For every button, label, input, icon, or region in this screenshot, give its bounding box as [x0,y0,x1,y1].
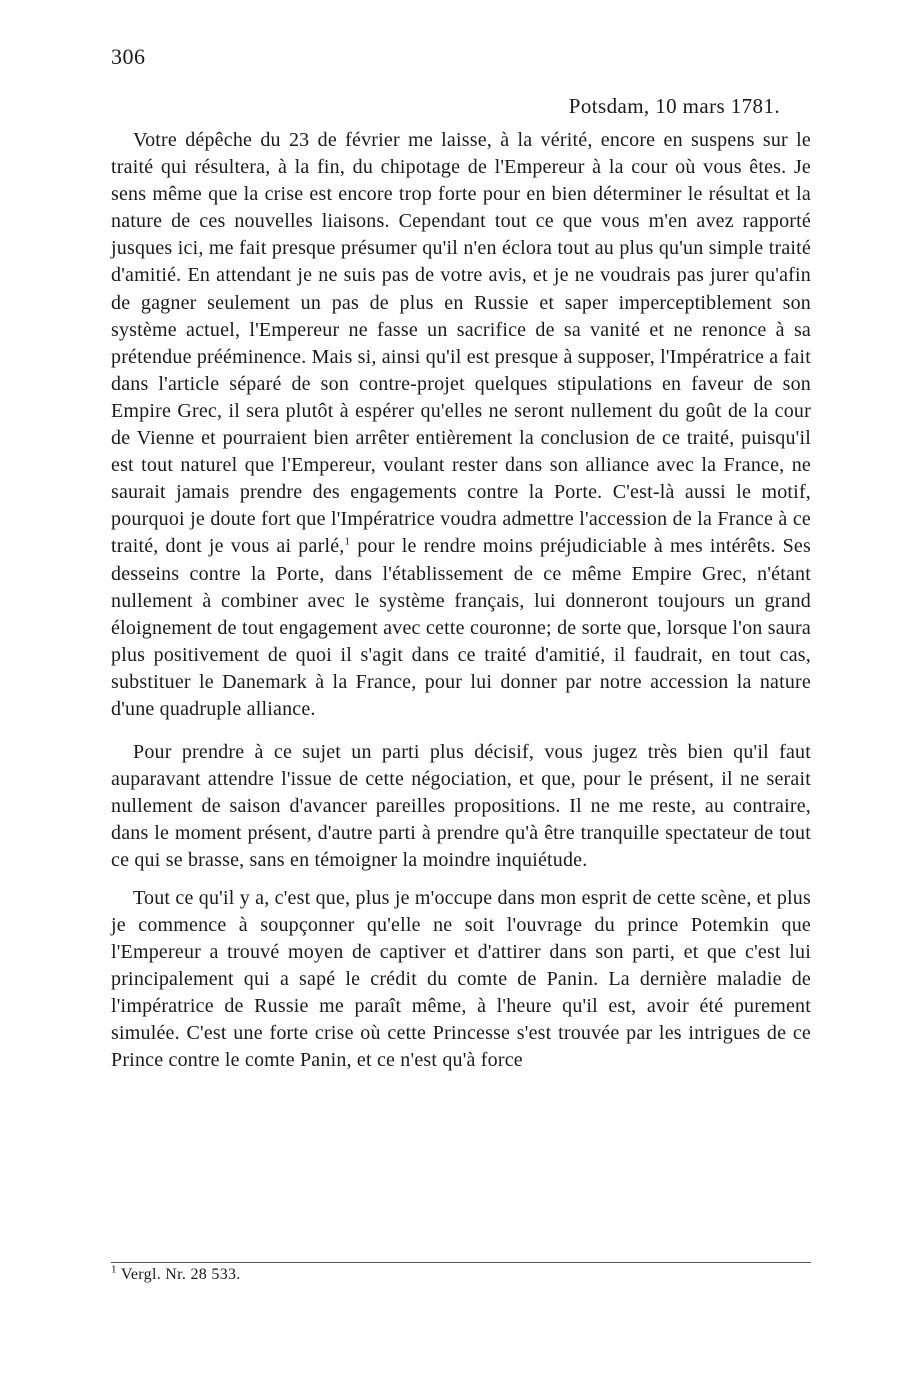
paragraph-1 [111,127,811,723]
footnote-divider [111,1262,811,1263]
paragraph-1-text-b: pour le rendre moins préjudiciable à mes intérêts. Ses desseins contre la Porte, dans l'établissement de ce même Empire Grec, n'étant nullement à combiner avec le système français, lui donneront toujours un grand éloignement de tout engagement avec cette couronne; de sorte que, lorsque l'on saura plus positivement de quoi il s'agit dans ce traité d'amitié, il faudrait, en tout cas, substituer le Danemark à la France, pour lui donner par notre accession la nature d'une quadruple alliance. [111,535,811,720]
paragraph-2: Pour prendre à ce sujet un parti plus décisif, vous jugez très bien qu'il faut auparavant attendre l'issue de cette négociation, et que, pour le présent, il ne serait nullement de saison d'avancer pareilles propositions. Il ne me reste, au contraire, dans le moment présent, d'autre parti à prendre qu'à être tranquille spectateur de tout ce qui se brasse, sans en témoigner la moindre inquiétude. [111,741,811,872]
page-number: 306 [111,44,146,69]
paragraph-3: Tout ce qu'il y a, c'est que, plus je m'occupe dans mon esprit de cette scène, et plus je commence à soupçonner qu'elle ne soit l'ouvrage du prince Potemkin que l'Empereur a trouvé moyen de captiver et d'attirer dans son parti, et que c'est lui principalement qui a sapé le crédit du comte de Panin. La dernière maladie de l'impératrice de Russie me paraît même, à l'heure qu'il est, avoir été purement simulée. C'est une forte crise où cette Princesse s'est trouvée par les intrigues de ce Prince contre le comte Panin, et ce n'est qu'à force [111,886,811,1072]
footnote-reference: 1 [344,535,351,548]
footnote-text: Vergl. Nr. 28 533. [120,1266,241,1283]
letter-body [111,127,811,1074]
footnote-marker: 1 [111,1263,117,1276]
dateline: Potsdam, 10 mars 1781. [568,94,780,118]
footnote [111,1263,241,1284]
paragraph-1-text-a: Votre dépêche du 23 de février me laisse, à la vérité, encore en suspens sur le traité qui résultera, à la fin, du chipotage de l'Empereur à la cour où vous êtes. Je sens même que la crise est encore trop forte pour en bien déterminer le résultat et la nature de ces nouvelles liaisons. Cependant tout ce que vous m'en avez rapporté jusques ici, me fait presque présumer qu'il n'en éclora tout au plus qu'un simple traité d'amitié. En attendant je ne suis pas de votre avis, et je ne voudrais pas jurer qu'afin de gagner seulement un pas de plus en Russie et saper imperceptiblement son système actuel, l'Empereur ne fasse un sacrifice de sa vanité et ne renonce à sa prétendue prééminence. Mais si, ainsi qu'il est presque à supposer, l'Impératrice a fait dans l'article séparé de son contre-projet quelques stipulations en faveur de son Empire Grec, il sera plutôt à espérer qu'elles ne seront nullement du goût de la cour de Vienne et pourraient bien arrêter entièrement la conclusion de ce traité, puisqu'il est tout naturel que l'Empereur, voulant rester dans son alliance avec la France, ne saurait jamais prendre des engagements contre la Porte. C'est-là aussi le motif, pourquoi je doute fort que l'Impératrice voudra admettre l'accession de la France à ce traité, dont je vous ai parlé, [111,129,811,558]
